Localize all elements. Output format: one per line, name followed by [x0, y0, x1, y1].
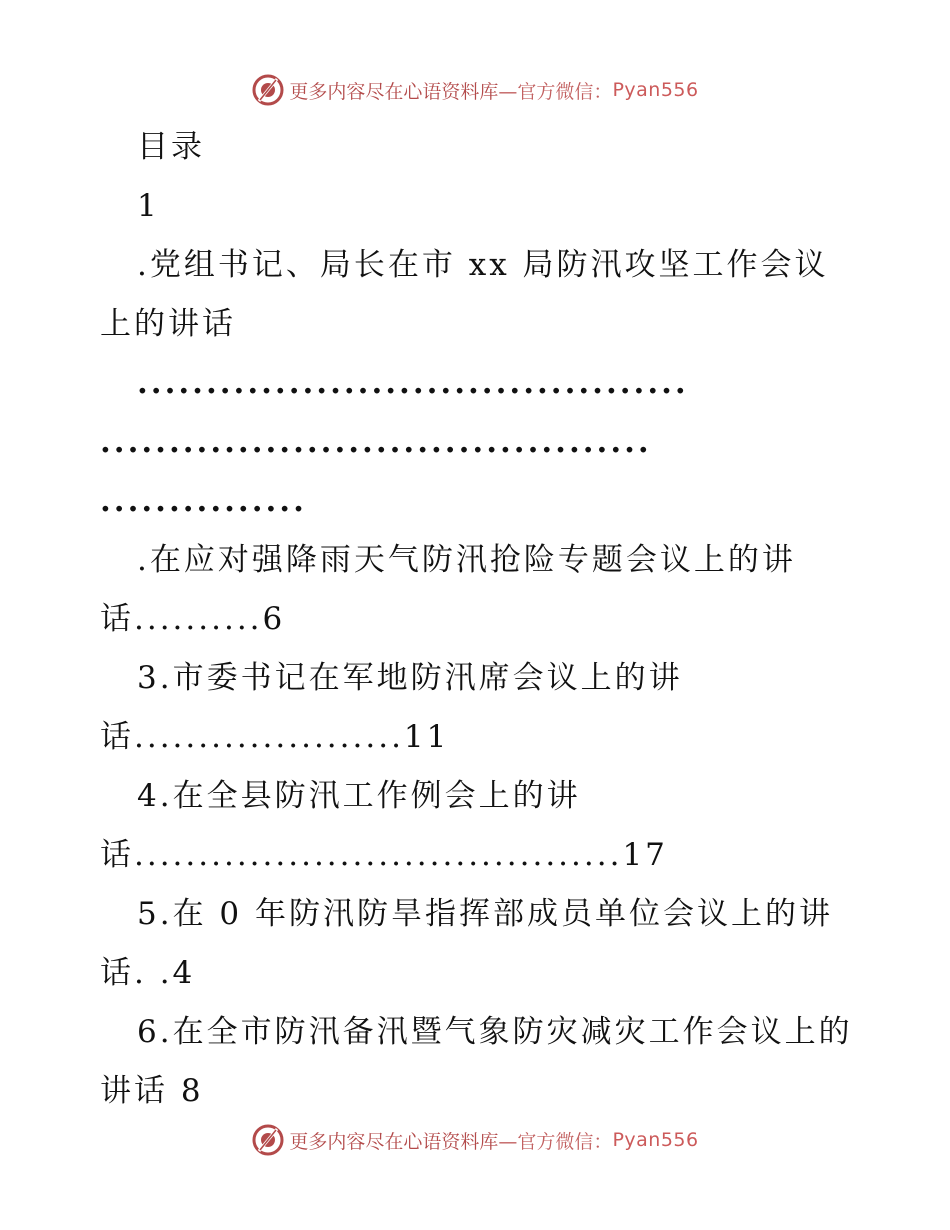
toc-item-6-line1: 6.在全市防汛备汛暨气象防灾减灾工作会议上的: [137, 1014, 853, 1050]
toc-item-6-line2: 讲话 8: [100, 1073, 204, 1109]
toc-item-1-dots1: ........................................: [137, 365, 689, 401]
toc-item-3-line2: 话.....................11: [100, 719, 450, 755]
toc-item-1-dots3: ...............: [100, 483, 307, 519]
banner-brand: 更多内容尽在心语资料库: [289, 1130, 499, 1153]
toc-item-3-line1: 3.市委书记在军地防汛席会议上的讲: [137, 660, 683, 696]
toc-item-5-line1: 5.在 0 年防汛防旱指挥部成员单位会议上的讲: [137, 896, 834, 932]
header-banner: [0, 70, 950, 110]
banner-wechat: —官方微信：: [498, 80, 613, 103]
toc-item-1-line2: 上的讲话: [100, 306, 236, 342]
toc-item-4-line2: 话......................................17: [100, 837, 668, 873]
toc-item-4-line1: 4.在全县防汛工作例会上的讲: [137, 778, 581, 814]
toc-content: [100, 118, 860, 1121]
toc-item-1-dots2: ........................................: [100, 424, 652, 460]
brand-logo-icon: [251, 73, 285, 107]
footer-banner: [0, 1120, 950, 1160]
toc-number-line: 1: [137, 188, 160, 224]
toc-title: 目录: [137, 129, 205, 165]
toc-item-2-line2: 话..........6: [100, 601, 286, 637]
banner-brand: 更多内容尽在心语资料库: [289, 80, 499, 103]
banner-id: Pyan556: [612, 1129, 699, 1151]
brand-logo-icon: [251, 1123, 285, 1157]
banner-id: Pyan556: [612, 79, 699, 101]
toc-item-2-line1: .在应对强降雨天气防汛抢险专题会议上的讲: [137, 542, 796, 578]
banner-wechat: —官方微信：: [498, 1130, 613, 1153]
toc-item-5-line2: 话. .4: [100, 955, 196, 991]
toc-item-1-line1: .党组书记、局长在市 xx 局防汛攻坚工作会议: [137, 247, 829, 283]
